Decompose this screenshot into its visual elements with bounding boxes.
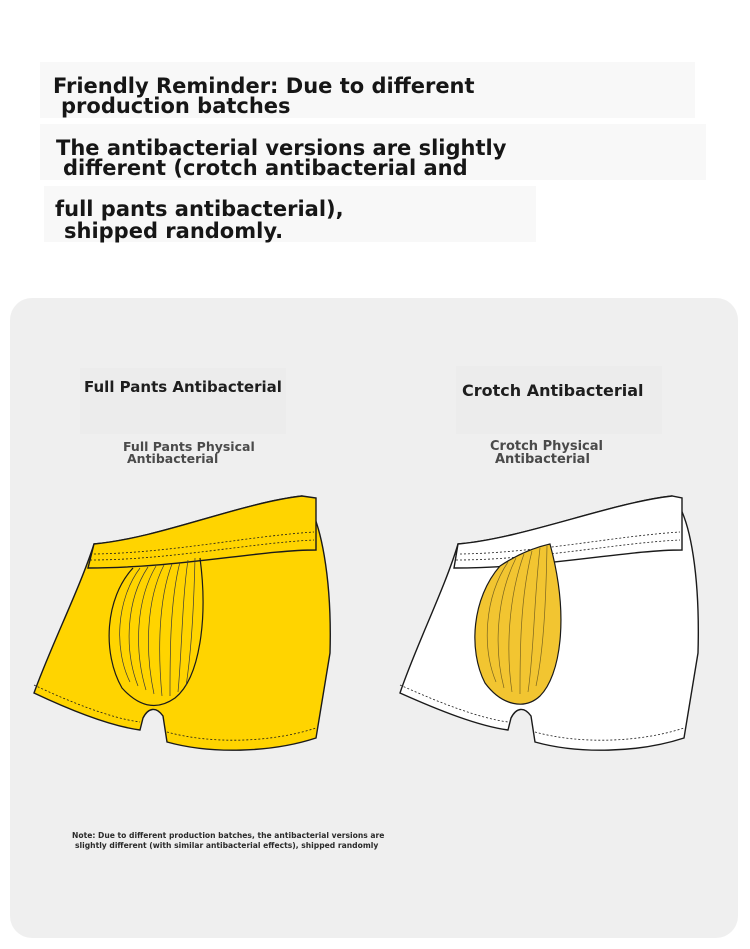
note-line-2: slightly different (with similar antibacterial effects), shipped randomly xyxy=(75,841,379,850)
note-text xyxy=(72,831,384,851)
crotch-subtitle-2: Antibacterial xyxy=(495,452,590,467)
full-pants-subtitle-2: Antibacterial xyxy=(127,451,219,466)
yellow-boxer-illustration xyxy=(34,496,330,750)
full-pants-subtitle-1: Full Pants Physical xyxy=(123,439,255,454)
reminder-line-5: full pants antibacterial), xyxy=(55,197,344,221)
reminder-line-4: different (crotch antibacterial and xyxy=(63,156,468,180)
crotch-subtitle-1: Crotch Physical xyxy=(490,439,603,454)
reminder-line-2: production batches xyxy=(61,94,291,118)
crotch-title: Crotch Antibacterial xyxy=(462,381,644,400)
reminder-line-6: shipped randomly. xyxy=(64,219,284,243)
reminder-line-1: Friendly Reminder: Due to different xyxy=(53,74,475,98)
reminder-line-3: The antibacterial versions are slightly xyxy=(56,136,507,160)
comparison-panel xyxy=(10,298,738,938)
white-boxer-illustration xyxy=(400,496,698,750)
friendly-reminder xyxy=(0,0,750,290)
note-line-1: Note: Due to different production batches, the antibacterial versions are xyxy=(72,831,385,840)
full-pants-title: Full Pants Antibacterial xyxy=(84,378,282,396)
